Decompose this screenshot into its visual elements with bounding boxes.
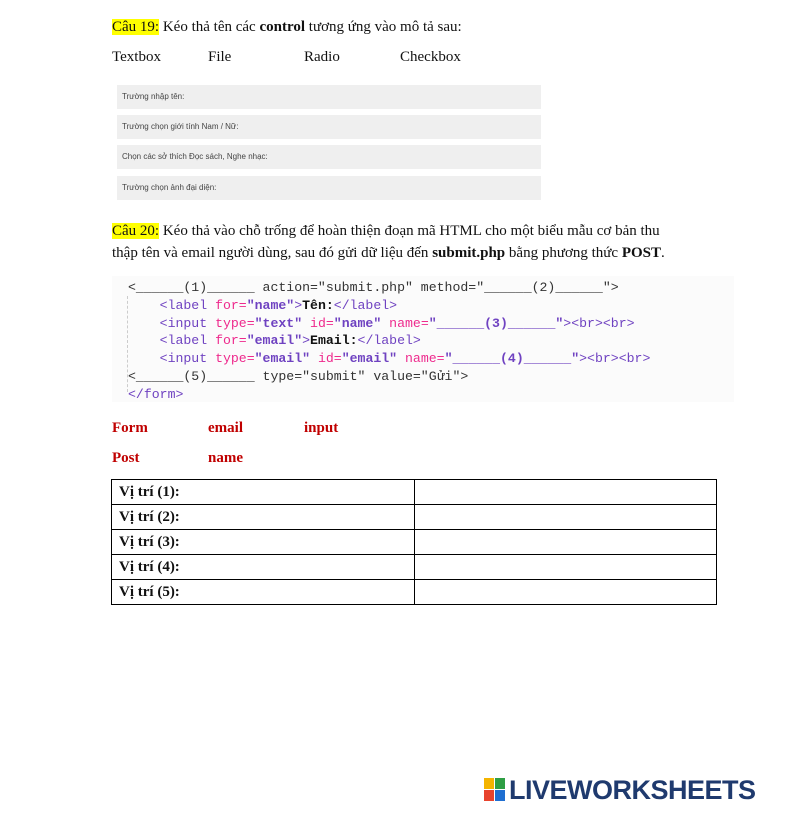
answer-table	[111, 479, 717, 605]
code-line-5-tag: <input	[159, 351, 216, 367]
code-line-5-str1: "email"	[254, 351, 311, 367]
position-label: Vị trí (4):	[112, 555, 415, 580]
option-email[interactable]: email	[208, 420, 243, 436]
answer-drop-cell-3[interactable]	[415, 530, 717, 555]
code-blank-4[interactable]: "______(4)______"	[444, 351, 580, 367]
code-line-2-str: "name"	[246, 297, 295, 313]
code-line-4-end: </label>	[357, 333, 421, 349]
table-row	[112, 555, 717, 580]
option-radio[interactable]: Radio	[304, 49, 340, 65]
code-line-3-attr3: name=	[381, 315, 429, 331]
code-line-5-attr2: id=	[310, 351, 342, 367]
liveworksheets-logo	[484, 776, 756, 804]
liveworksheets-logo-text: LIVEWORKSHEETS	[509, 774, 756, 805]
question-19-text: Kéo thả tên các	[159, 19, 260, 35]
table-row	[112, 530, 717, 555]
drop-field-avatar[interactable]: Trường chọn ảnh đại diện:	[117, 176, 541, 200]
code-line-5-end: ><br><br>	[579, 351, 651, 367]
answer-drop-cell-4[interactable]	[415, 555, 717, 580]
code-line-2-end: </label>	[333, 297, 398, 313]
question-20-post: POST	[621, 245, 662, 261]
question-20-line1: Kéo thả vào chỗ trống để hoàn thiện đoạn mã HTML cho một biểu mẫu cơ bản thu	[159, 223, 660, 239]
code-line-2-text: Tên:	[302, 297, 334, 313]
code-blank-3[interactable]: "______(3)______"	[428, 315, 564, 331]
position-label: Vị trí (1):	[112, 480, 415, 505]
table-row	[112, 505, 717, 530]
question-20-line2-end: .	[661, 245, 665, 261]
code-line-7: </form>	[128, 386, 184, 402]
option-textbox[interactable]: Textbox	[112, 49, 161, 65]
code-line-3-str1: "text"	[254, 315, 303, 331]
code-line-3-attr2: id=	[302, 315, 334, 331]
code-line-3-tag: <input	[159, 315, 216, 331]
question-19-label: Câu 19:	[112, 19, 160, 35]
code-line-2-tag: <label	[159, 297, 216, 313]
question-20-submit-php: submit.php	[432, 245, 506, 261]
table-row	[112, 580, 717, 605]
code-line-5-attr3: name=	[397, 351, 445, 367]
question-20-label: Câu 20:	[112, 223, 160, 239]
drop-field-name[interactable]: Trường nhập tên:	[117, 85, 541, 109]
position-label: Vị trí (3):	[112, 530, 415, 555]
code-line-4-tag: <label	[159, 333, 216, 349]
liveworksheets-logo-icon	[484, 778, 506, 802]
question-19-prompt	[112, 16, 462, 38]
option-input[interactable]: input	[304, 420, 339, 436]
code-line-2-close: >	[294, 297, 303, 313]
option-name[interactable]: name	[208, 450, 243, 466]
table-row	[112, 480, 717, 505]
option-file[interactable]: File	[208, 49, 232, 65]
code-line-4-str: "email"	[246, 333, 303, 349]
code-line-4-close: >	[302, 333, 311, 349]
position-label: Vị trí (5):	[112, 580, 415, 605]
drop-field-gender[interactable]: Trường chọn giới tính Nam / Nữ:	[117, 115, 541, 139]
answer-drop-cell-5[interactable]	[415, 580, 717, 605]
question-20-line2-mid: bằng phương thức	[505, 245, 622, 261]
question-20-line2: thập tên và email người dùng, sau đó gửi dữ liệu đến	[112, 245, 433, 261]
code-line-5-attr1: type=	[215, 351, 255, 367]
question-20-prompt	[112, 220, 712, 264]
code-line-4-text: Email:	[310, 333, 358, 349]
code-line-3-end: ><br><br>	[563, 315, 635, 331]
answer-drop-cell-1[interactable]	[415, 480, 717, 505]
code-line-1: <______(1)______ action="submit.php" method="______(2)______">	[128, 280, 619, 295]
drop-field-hobbies[interactable]: Chọn các sở thích Đọc sách, Nghe nhạc:	[117, 145, 541, 169]
code-line-3-attr1: type=	[215, 315, 255, 331]
position-label: Vị trí (2):	[112, 505, 415, 530]
code-block	[128, 279, 650, 404]
code-line-3-str2: "name"	[333, 315, 382, 331]
option-checkbox[interactable]: Checkbox	[400, 49, 461, 65]
question-19-text-end: tương ứng vào mô tả sau:	[305, 19, 462, 35]
answer-drop-cell-2[interactable]	[415, 505, 717, 530]
code-line-2-attr: for=	[215, 297, 247, 313]
question-19-bold: control	[259, 19, 306, 35]
code-snippet	[112, 276, 734, 402]
code-line-5-str2: "email"	[341, 351, 398, 367]
code-line-4-attr: for=	[215, 333, 247, 349]
option-form[interactable]: Form	[112, 420, 148, 436]
code-line-6: <______(5)______ type="submit" value="Gửi">	[128, 368, 469, 384]
option-post[interactable]: Post	[112, 450, 140, 466]
